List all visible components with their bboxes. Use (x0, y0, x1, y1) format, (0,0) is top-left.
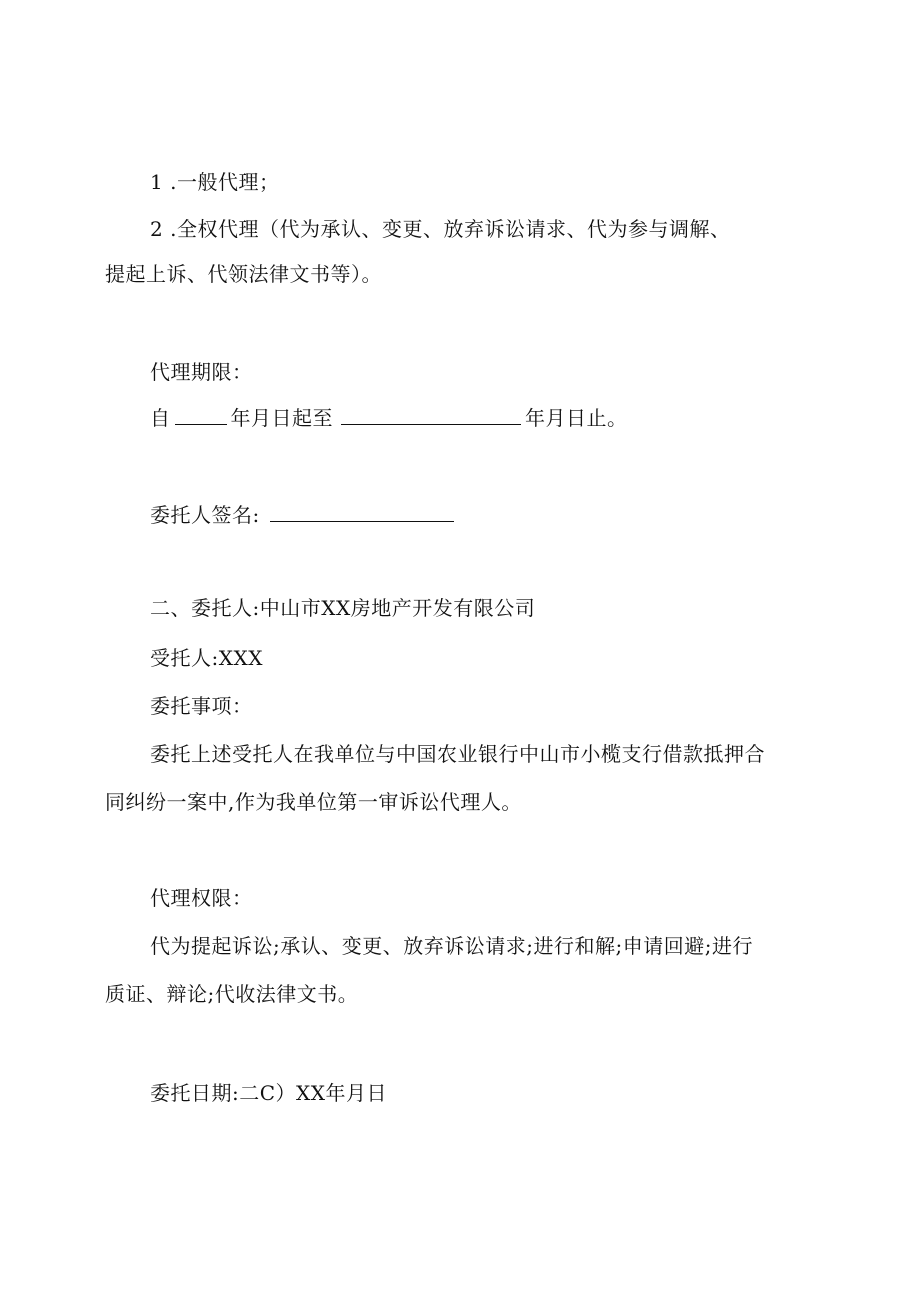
scope-option-full-line1: 2 .全权代理（代为承认、变更、放弃诉讼请求、代为参与调解、 (150, 217, 731, 241)
authority-text-line1: 代为提起诉讼;承认、变更、放弃诉讼请求;进行和解;申请回避;进行 (150, 934, 753, 958)
start-year-blank[interactable] (175, 406, 227, 425)
matters-text-line2: 同纠纷一案中,作为我单位第一审诉讼代理人。 (105, 790, 522, 814)
agent-line: 受托人:XXX (150, 646, 263, 670)
principal-line: 二、委托人:中山市XX房地产开发有限公司 (150, 596, 536, 620)
matters-label: 委托事项： (150, 694, 253, 718)
term-label: 代理期限： (150, 360, 253, 384)
signature-label: 委托人签名: (150, 503, 260, 527)
authority-label: 代理权限： (150, 886, 253, 910)
authority-text-line2: 质证、辩论;代收法律文书。 (105, 982, 359, 1006)
term-line (150, 406, 628, 430)
term-prefix: 自 (150, 406, 171, 430)
scope-option-general: 1 .一般代理； (150, 170, 280, 194)
term-middle: 年月日起至 (230, 406, 333, 430)
end-year-blank[interactable] (341, 406, 521, 425)
term-suffix: 年月日止。 (525, 406, 628, 430)
signature-line (150, 503, 458, 527)
entrust-date: 委托日期:二C）XX年月日 (150, 1081, 388, 1105)
matters-text-line1: 委托上述受托人在我单位与中国农业银行中山市小榄支行借款抵押合 (150, 742, 765, 766)
scope-option-full-line2: 提起上诉、代领法律文书等）。 (105, 262, 382, 286)
signature-blank[interactable] (270, 503, 454, 522)
